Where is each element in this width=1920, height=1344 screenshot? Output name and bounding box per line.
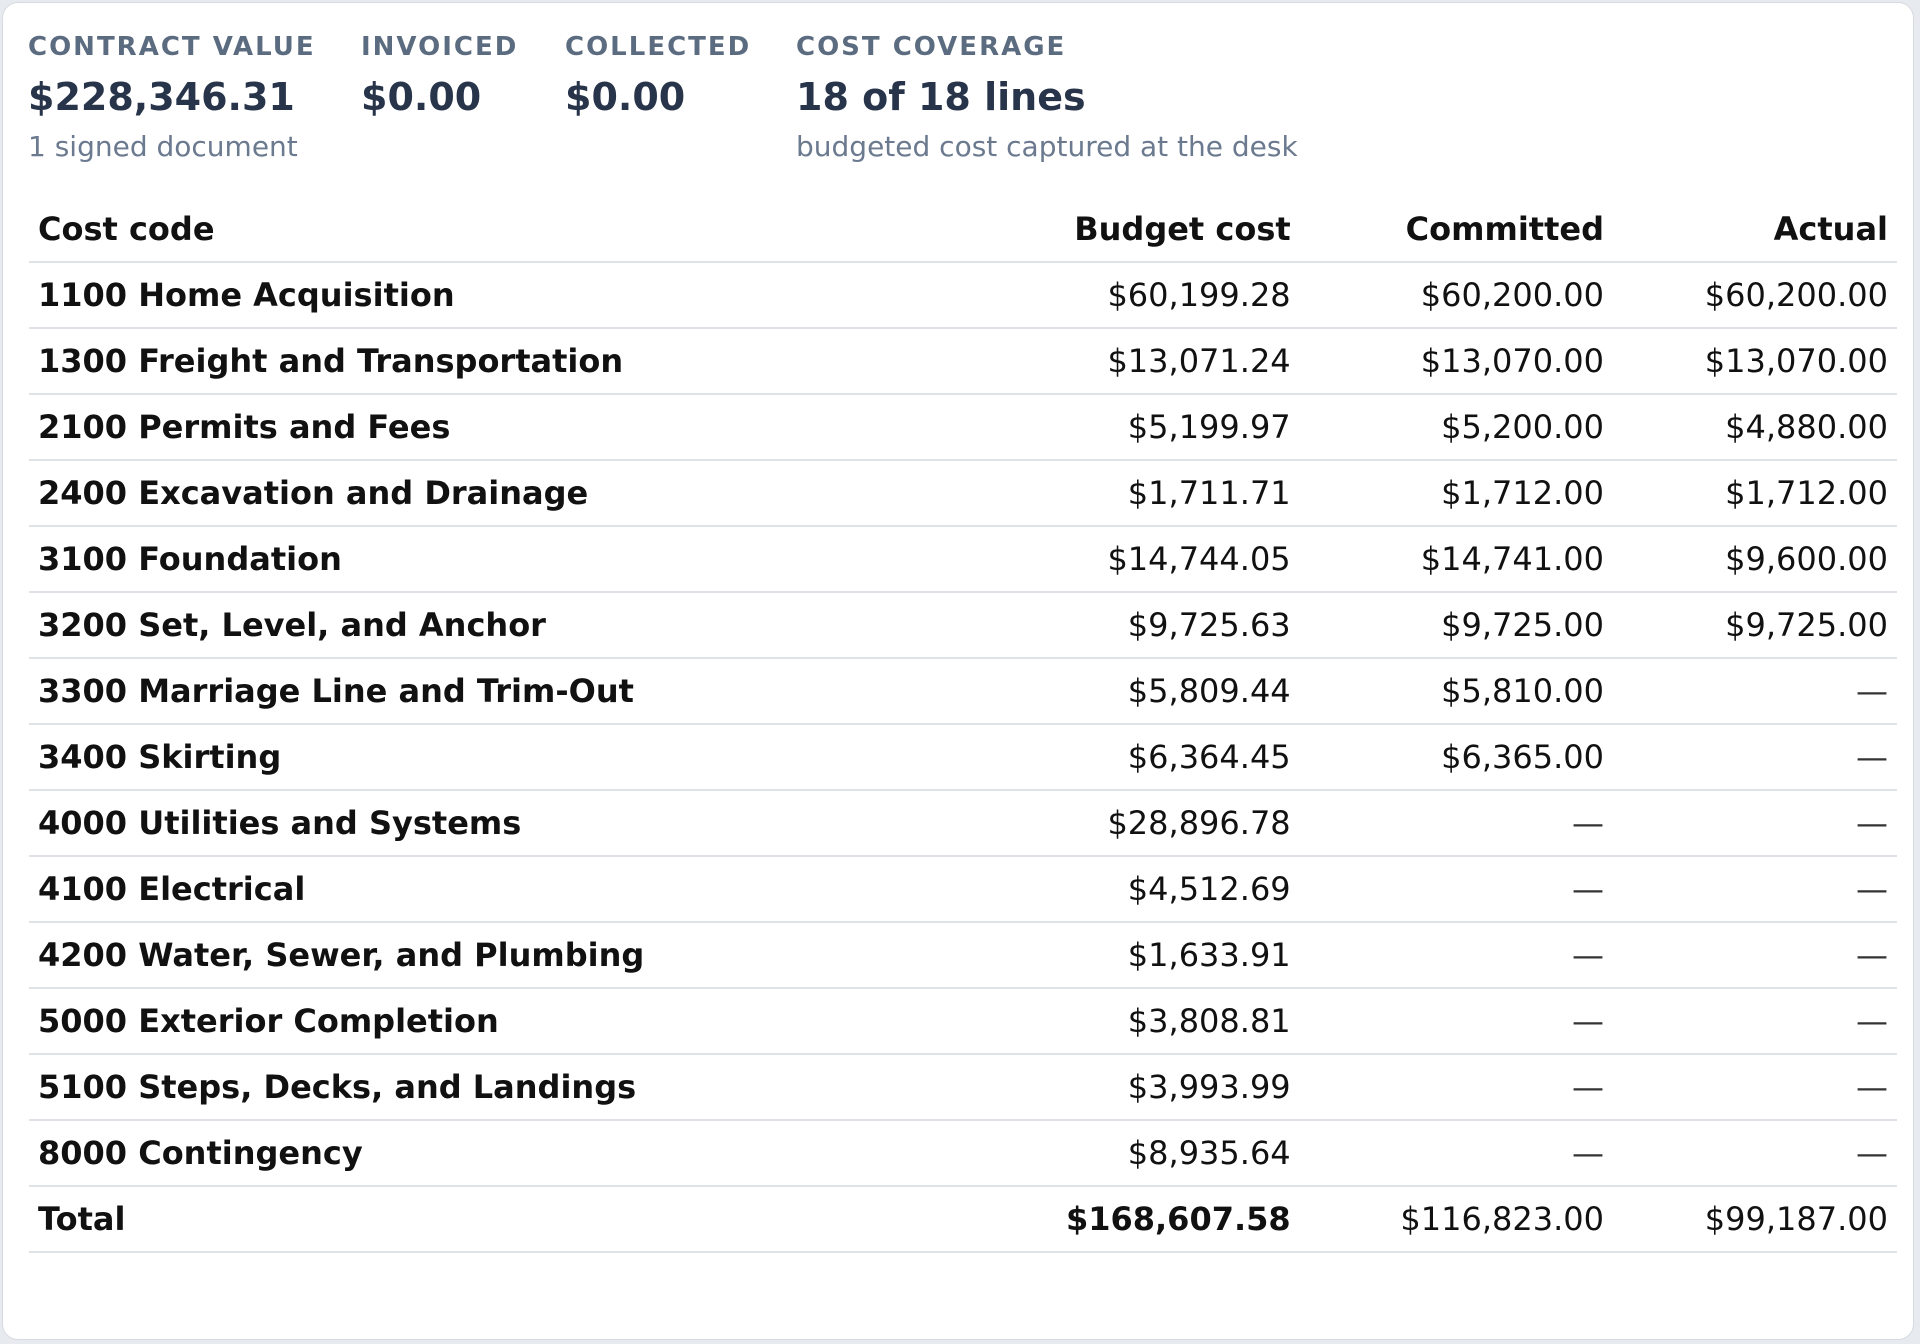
actual-cell: —: [1613, 724, 1897, 790]
table-row[interactable]: [29, 1120, 1897, 1186]
cost-code-table: [29, 196, 1897, 1253]
budget-cost-cell: $5,809.44: [1004, 658, 1300, 724]
total-committed: $116,823.00: [1300, 1186, 1613, 1252]
stat-label: INVOICED: [361, 32, 519, 62]
cost-code-cell: 8000 Contingency: [29, 1120, 1004, 1186]
table-header-row: [29, 196, 1897, 262]
cost-code-cell: 3200 Set, Level, and Anchor: [29, 592, 1004, 658]
stat-invoiced: [361, 31, 518, 121]
total-label: Total: [29, 1186, 1004, 1252]
cost-code-cell: 1100 Home Acquisition: [29, 262, 1004, 328]
cost-code-cell: 4100 Electrical: [29, 856, 1004, 922]
actual-cell: —: [1613, 1120, 1897, 1186]
budget-cost-cell: $14,744.05: [1004, 526, 1300, 592]
actual-cell: $60,200.00: [1613, 262, 1897, 328]
committed-cell: $5,200.00: [1300, 394, 1613, 460]
table-row[interactable]: [29, 790, 1897, 856]
actual-cell: $4,880.00: [1613, 394, 1897, 460]
budget-cost-cell: $8,935.64: [1004, 1120, 1300, 1186]
table-row[interactable]: [29, 658, 1897, 724]
cost-code-cell: 3400 Skirting: [29, 724, 1004, 790]
actual-cell: —: [1613, 658, 1897, 724]
job-financials-card: [2, 2, 1914, 1340]
budget-cost-cell: $5,199.97: [1004, 394, 1300, 460]
stat-value: $0.00: [361, 75, 482, 119]
cost-code-cell: 3300 Marriage Line and Trim-Out: [29, 658, 1004, 724]
stat-subtext: budgeted cost captured at the desk: [796, 130, 1298, 163]
stat-label: CONTRACT VALUE: [28, 32, 316, 62]
committed-cell: $1,712.00: [1300, 460, 1613, 526]
total-actual: $99,187.00: [1613, 1186, 1897, 1252]
stat-label: COLLECTED: [565, 32, 752, 62]
table-row[interactable]: [29, 724, 1897, 790]
table-row[interactable]: [29, 1054, 1897, 1120]
actual-cell: —: [1613, 1054, 1897, 1120]
budget-cost-cell: $3,808.81: [1004, 988, 1300, 1054]
cost-code-cell: 5100 Steps, Decks, and Landings: [29, 1054, 1004, 1120]
stat-collected: [565, 31, 751, 121]
stat-value: $228,346.31: [28, 75, 295, 119]
actual-cell: $1,712.00: [1613, 460, 1897, 526]
committed-cell: —: [1300, 790, 1613, 856]
cost-code-cell: 1300 Freight and Transportation: [29, 328, 1004, 394]
budget-cost-cell: $6,364.45: [1004, 724, 1300, 790]
budget-cost-cell: $3,993.99: [1004, 1054, 1300, 1120]
table-row[interactable]: [29, 526, 1897, 592]
table-row[interactable]: [29, 922, 1897, 988]
stat-cost-coverage: [796, 31, 1298, 165]
table-row[interactable]: [29, 328, 1897, 394]
column-header-budget-cost[interactable]: Budget cost: [1004, 196, 1300, 262]
actual-cell: $13,070.00: [1613, 328, 1897, 394]
table-body: [29, 262, 1897, 1186]
stat-label: COST COVERAGE: [796, 32, 1067, 62]
actual-cell: —: [1613, 790, 1897, 856]
table-row[interactable]: [29, 856, 1897, 922]
budget-cost-cell: $4,512.69: [1004, 856, 1300, 922]
column-header-committed[interactable]: Committed: [1300, 196, 1613, 262]
budget-cost-cell: $9,725.63: [1004, 592, 1300, 658]
committed-cell: $9,725.00: [1300, 592, 1613, 658]
cost-code-cell: 4200 Water, Sewer, and Plumbing: [29, 922, 1004, 988]
stat-value: 18 of 18 lines: [796, 75, 1086, 119]
cost-code-cell: 4000 Utilities and Systems: [29, 790, 1004, 856]
table-row[interactable]: [29, 988, 1897, 1054]
actual-cell: —: [1613, 922, 1897, 988]
cost-code-cell: 2400 Excavation and Drainage: [29, 460, 1004, 526]
table-row[interactable]: [29, 592, 1897, 658]
column-header-actual[interactable]: Actual: [1613, 196, 1897, 262]
actual-cell: $9,600.00: [1613, 526, 1897, 592]
committed-cell: $14,741.00: [1300, 526, 1613, 592]
budget-cost-cell: $1,633.91: [1004, 922, 1300, 988]
committed-cell: —: [1300, 856, 1613, 922]
column-header-cost-code[interactable]: Cost code: [29, 196, 1004, 262]
committed-cell: —: [1300, 922, 1613, 988]
committed-cell: —: [1300, 1054, 1613, 1120]
table-row[interactable]: [29, 460, 1897, 526]
actual-cell: —: [1613, 988, 1897, 1054]
cost-code-cell: 3100 Foundation: [29, 526, 1004, 592]
committed-cell: $60,200.00: [1300, 262, 1613, 328]
total-row: [29, 1186, 1897, 1252]
stat-contract-value: [28, 31, 316, 165]
cost-code-cell: 2100 Permits and Fees: [29, 394, 1004, 460]
budget-cost-cell: $13,071.24: [1004, 328, 1300, 394]
cost-code-cell: 5000 Exterior Completion: [29, 988, 1004, 1054]
committed-cell: $5,810.00: [1300, 658, 1613, 724]
table-row[interactable]: [29, 262, 1897, 328]
stat-subtext: 1 signed document: [28, 130, 298, 163]
budget-cost-cell: $28,896.78: [1004, 790, 1300, 856]
total-budget-cost: $168,607.58: [1004, 1186, 1300, 1252]
committed-cell: —: [1300, 988, 1613, 1054]
summary-stats: [3, 3, 1913, 193]
budget-cost-cell: $1,711.71: [1004, 460, 1300, 526]
committed-cell: $13,070.00: [1300, 328, 1613, 394]
committed-cell: $6,365.00: [1300, 724, 1613, 790]
table-row[interactable]: [29, 394, 1897, 460]
actual-cell: —: [1613, 856, 1897, 922]
budget-cost-cell: $60,199.28: [1004, 262, 1300, 328]
stat-value: $0.00: [565, 75, 686, 119]
committed-cell: —: [1300, 1120, 1613, 1186]
actual-cell: $9,725.00: [1613, 592, 1897, 658]
